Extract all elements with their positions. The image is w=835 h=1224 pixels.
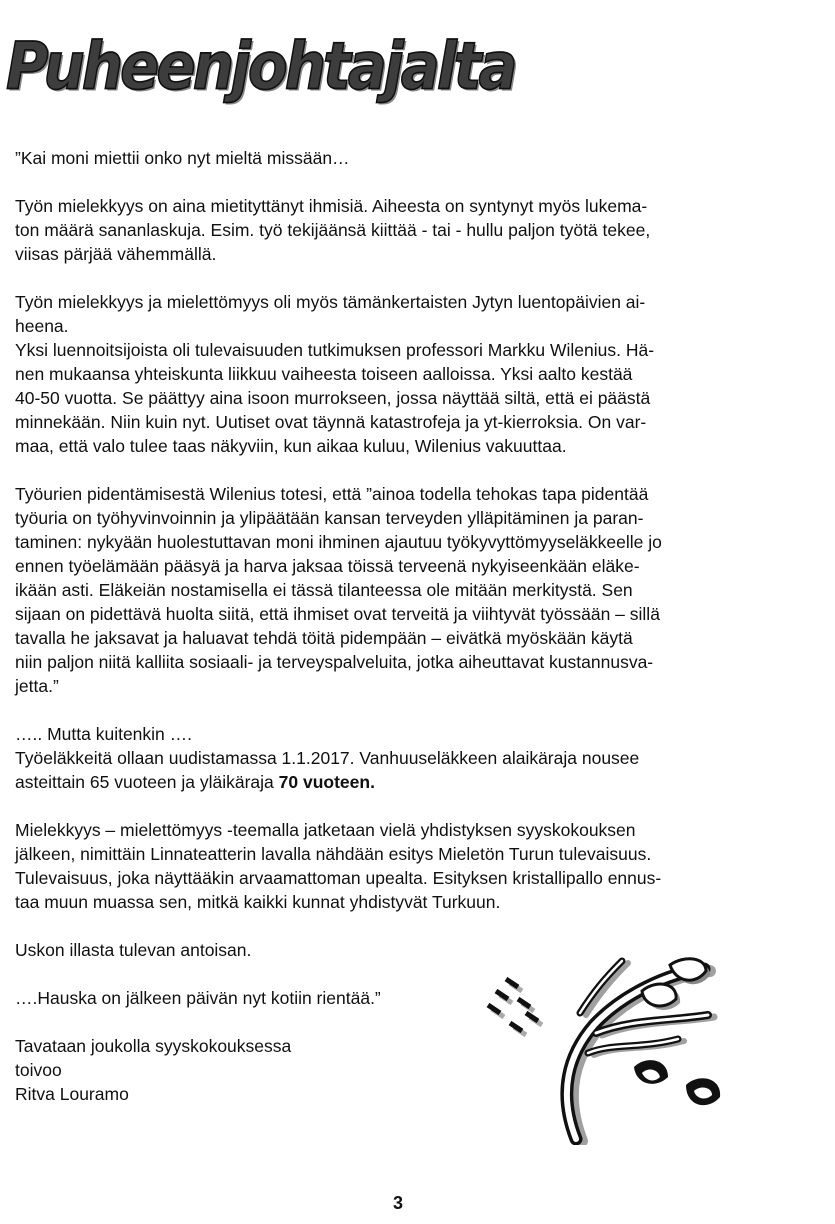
text-line: ikään asti. Eläkeiän nostamisella ei tässä tilanteessa ole mitään merkitystä. Sen — [15, 580, 633, 600]
text-line: niin paljon niitä kalliita sosiaali- ja terveyspalveluita, jotka aiheuttavat kustannusva- — [15, 652, 654, 672]
text-line: ….Hauska on jälkeen päivän nyt kotiin rientää.” — [15, 988, 381, 1008]
text-line: Työn mielekkyys ja mielettömyys oli myös tämänkertaisten Jytyn luentopäivien ai- — [15, 292, 646, 312]
paragraph-theatre — [15, 818, 785, 914]
text-span: asteittain 65 vuoteen ja yläikäraja — [15, 772, 279, 792]
text-line: taminen: nykyään huolestuttavan moni ihminen ajautuu työkyvyttömyyseläkkeelle jo — [15, 532, 662, 552]
text-line: Mielekkyys – mielettömyys -teemalla jatketaan vielä yhdistyksen syyskokouksen — [15, 820, 636, 840]
text-line: 40-50 vuotta. Se päättyy aina isoon murrokseen, jossa näyttää siltä, että ei päästä — [15, 388, 651, 408]
text-line: jetta.” — [15, 676, 59, 696]
text-line: heena. — [15, 316, 69, 336]
quote-intro — [15, 146, 785, 170]
bold-text: 70 vuoteen. — [278, 772, 375, 792]
text-line: ….. Mutta kuitenkin …. — [15, 724, 193, 744]
text-line: Yksi luennoitsijoista oli tulevaisuuden tutkimuksen professori Markku Wilenius. Hä- — [15, 340, 655, 360]
text-line: Työurien pidentämisestä Wilenius totesi, että ”ainoa todella tehokas tapa pidentää — [15, 484, 649, 504]
text-line: Tavataan joukolla syyskokouksessa — [15, 1036, 292, 1056]
text-line: viisas pärjää vähemmällä. — [15, 244, 217, 264]
page-title: Puheenjohtajalta — [6, 28, 515, 105]
paragraph-pension — [15, 722, 785, 794]
text-line: nen mukaansa yhteiskunta liikkuu vaiheesta toiseen aalloissa. Yksi aalto kestää — [15, 364, 633, 384]
text-line: Tulevaisuus, joka näyttääkin arvaamattoman upealta. Esityksen kristallipallo ennus- — [15, 868, 662, 888]
text-line: työuria on työhyvinvoinnin ja ylipäätään kansan terveyden ylläpitäminen ja paran- — [15, 508, 644, 528]
text-line: ton määrä sananlaskuja. Esim. työ tekijäänsä kiittää - tai - hullu paljon työtä tekee, — [15, 220, 651, 240]
paragraph-lecture — [15, 290, 785, 458]
paragraph-meaningfulness — [15, 194, 785, 266]
page-number: 3 — [393, 1193, 404, 1213]
text-line: maa, että valo tulee taas näkyviin, kun aikaa kuluu, Wilenius vakuuttaa. — [15, 436, 567, 456]
windblown-tree-icon — [478, 945, 728, 1145]
paragraph-careers — [15, 482, 785, 698]
text-line: sijaan on pidettävä huolta siitä, että ihmiset ovat terveitä ja viihtyvät työssään – sillä — [15, 604, 660, 624]
text-line: taa muun muassa sen, mitkä kaikki kunnat yhdistyvät Turkuun. — [15, 892, 501, 912]
text-line: Uskon illasta tulevan antoisan. — [15, 940, 252, 960]
text-line: ”Kai moni miettii onko nyt mieltä missään… — [15, 148, 350, 168]
text-line: Työeläkkeitä ollaan uudistamassa 1.1.2017. Vanhuuseläkkeen alaikäraja nousee — [15, 748, 640, 768]
text-line: minnekään. Niin kuin nyt. Uutiset ovat täynnä katastrofeja ja yt-kierroksia. On var- — [15, 412, 647, 432]
text-line: toivoo — [15, 1060, 62, 1080]
text-line: jälkeen, nimittäin Linnateatterin lavalla nähdään esitys Mieletön Turun tulevaisuus. — [15, 844, 652, 864]
author-name: Ritva Louramo — [15, 1084, 129, 1104]
text-line: tavalla he jaksavat ja haluavat tehdä töitä pidempään – eivätkä myöskään käytä — [15, 628, 633, 648]
text-line: Työn mielekkyys on aina mietityttänyt ihmisiä. Aiheesta on syntynyt myös lukema- — [15, 196, 648, 216]
text-line — [15, 770, 785, 794]
text-line: ennen työelämään pääsyä ja harva jaksaa töissä terveenä nykyiseenkään eläke- — [15, 556, 640, 576]
